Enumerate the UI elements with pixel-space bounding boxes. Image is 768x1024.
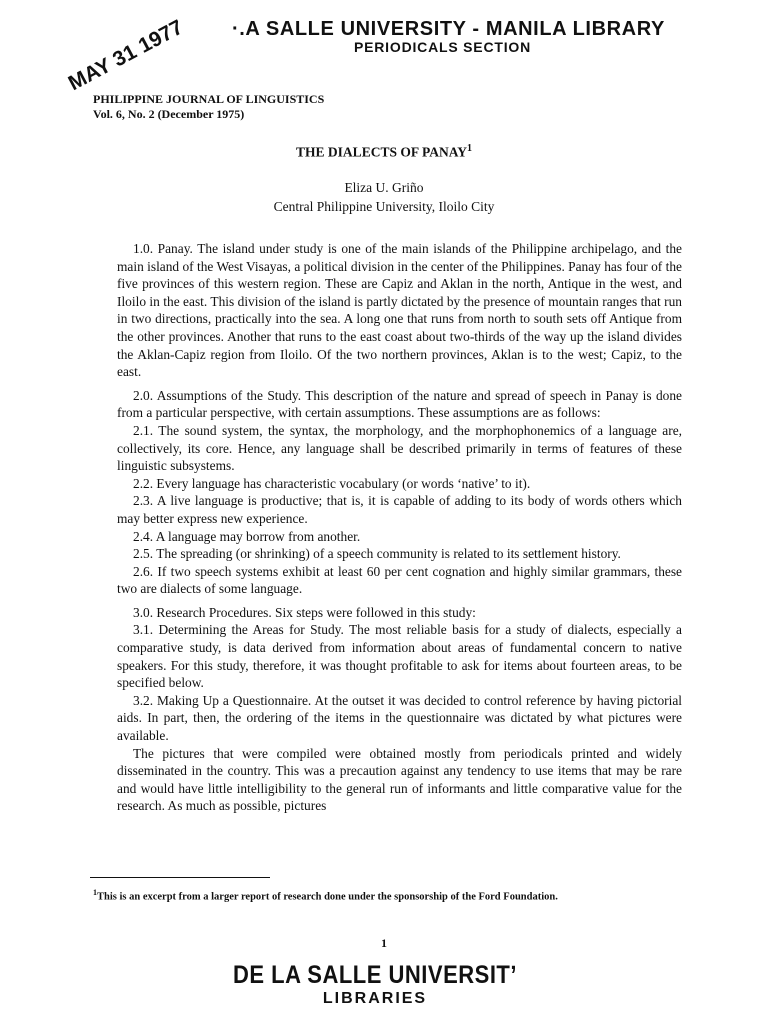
journal-issue: Vol. 6, No. 2 (December 1975) [93,107,245,121]
paragraph: 2.4. A language may borrow from another. [133,528,361,544]
library-stamp-top [232,18,722,55]
journal-name: PHILIPPINE JOURNAL OF LINGUISTICS [93,92,325,106]
paragraph: 2.5. The spreading (or shrinking) of a speech community is related to its settlement history. [133,546,621,562]
date-stamp: MAY 31 1977 [64,15,187,96]
paragraph: The pictures that were compiled were obtained mostly from periodicals printed and widely disseminated in the country. This was a precaution against any tendency to use items that may be rare and would have little intelligibility to the general run of informants and little comparative value for the research. As much as possible, pictures [117,745,682,814]
article-title [0,143,768,161]
library-stamp-section: PERIODICALS SECTION [354,39,531,55]
paragraph: 2.2. Every language has characteristic vocabulary (or words ‘native’ to it). [133,475,531,491]
footnote-divider [90,877,270,878]
library-stamp-bottom [215,962,535,1008]
footnote-mark: 1 [93,888,97,897]
paragraph: 1.0. Panay. The island under study is one of the main islands of the Philippine archipelago, and the main island of the West Visayas, a political division in the center of the Philippines. Panay has four of the five provinces of this western region. These are Capiz and Aklan in the north, Antique in the west, and Iloilo in the east. This division of the island is partly dictated by the presence of mountain ranges that run in two directions, practically into the sea. A long one that runs from north to south sets off Antique from the other provinces. Another that runs to the east coast about two-thirds of the way up the island divides the Aklan-Capiz region from Iloilo. Of the two northern provinces, Aklan is to the west; Capiz, to the east. [117,241,682,380]
paragraph: 3.0. Research Procedures. Six steps were followed in this study: [133,604,476,620]
page-number: 1 [381,936,387,950]
paragraph: 2.0. Assumptions of the Study. This description of the nature and spread of speech in Panay is done from a particular perspective, with certain assumptions. These assumptions are as follows: [117,387,682,421]
footnote-ref: 1 [466,143,472,154]
paragraph: 2.1. The sound system, the syntax, the morphology, and the morphophonemics of a language are, collectively, its core. Hence, any language shall be described primarily in terms of features of these linguistic subsystems. [117,422,682,474]
footnote [93,886,683,905]
author-block [0,178,768,216]
paragraph: 2.6. If two speech systems exhibit at least 60 per cent cognation and highly similar grammars, these two are dialects of some language. [117,563,682,597]
paragraph: 3.1. Determining the Areas for Study. The most reliable basis for a study of dialects, especially a comparative study, is data derived from information about areas of fundamental concern to native speakers. For this study, therefore, it was thought profitable to ask for items about fourteen areas, to be specified below. [117,622,682,691]
journal-header [93,92,324,122]
paragraph: 3.2. Making Up a Questionnaire. At the outset it was decided to control reference by having pictorial aids. In part, then, the ordering of the items in the questionnaire was dictated by what pictures were available. [117,692,682,744]
library-stamp-bottom-label: LIBRARIES [322,990,428,1007]
library-stamp-bottom-name: DE LA SALLE UNIVERSITʼ [233,960,517,989]
author-name: Eliza U. Griño [344,180,424,195]
article-title-text: THE DIALECTS OF PANAY [296,144,467,160]
article-body [117,240,682,815]
paragraph: 2.3. A live language is productive; that is, it is capable of adding to its body of words others which may better express new experience. [117,493,682,526]
author-affiliation: Central Philippine University, Iloilo City [273,199,495,214]
footnote-text: This is an excerpt from a larger report of research done under the sponsorship of the Ford Foundation. [97,891,558,903]
library-stamp-name: ·.A SALLE UNIVERSITY - MANILA LIBRARY [232,18,665,40]
